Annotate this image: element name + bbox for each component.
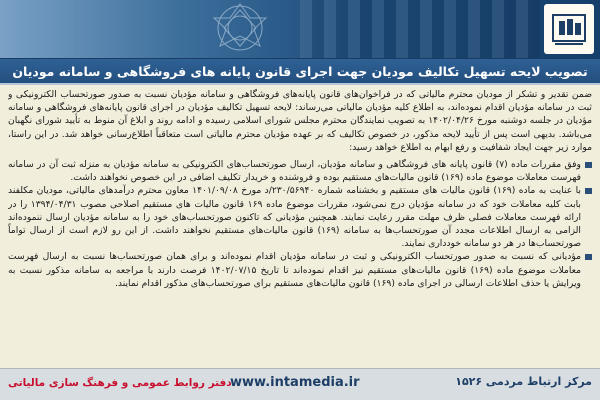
website-link[interactable]: www.intamedia.ir <box>230 375 360 390</box>
footer <box>0 368 600 400</box>
intro-paragraph: ضمن تقدیر و تشکر از مودیان محترم مالیاتی که در فراخوان‌های قانون پایانه‌های فروشگاهی و سامانه مؤدیان نسبت به صدور صورتحساب الکترونیکی و ثبت در سامانه مؤدیان اقدام نموده‌اند، به اطلاع کلیه مؤدیان مالیاتی می‌رساند: لایحه تسهیل تکالیف مؤدیان در اجرای قانون پایانه‌های فروشگاهی و سامانه مؤدیان در جلسه دوشنبه مورخ ۱۴۰۲/۰۴/۲۶ به تصویب نمایندگان محترم مجلس شورای اسلامی رسیده و ادامه روند و ابلاغ آن منوط به تأیید شورای نگهبان می‌باشد. بدیهی است پس از تأیید لایحه مذکور، در خصوص تکالیف که بر عهده مؤدیان محترم مالیاتی است متعاقباً اطلاع‌رسانی خواهد شد. در این راستا، موارد زیر جهت ایجاد شفافیت و رفع ابهام به اطلاع خواهد رسید: <box>8 89 592 153</box>
list-item <box>8 184 592 250</box>
list-item-text: با عنایت به ماده (۱۶۹) قانون مالیات های مستقیم و بخشنامه شماره ۲۳۰/۵۶۹۴۰/د مورخ ۱۴۰۱/۰۹/۰۸ معاون محترم درآمدهای مالیاتی، مودیان مکلفند بابت کلیه معاملات خود که در سامانه مؤدیان درج نمی‌شود، مقررات موضوع ماده ۱۶۹ قانون مالیات های مستقیم اصلاحی مصوب ۱۳۹۴/۰۴/۳۱ را در ارائه فهرست معاملات فصلی ظرف مهلت مقرر رعایت نمایند. همچنین مؤدیانی که تاکنون صورتحساب‌های خود را به سامانه مؤدیان ارسال ننموده‌اند الزامی به ارسال اطلاعات مجدد آن صورتحساب‌ها به سامانه (۱۶۹) قانون مالیات‌های مستقیم نخواهند داشت. از این رو لازم است از ارسال تواماً صورتحساب‌ها در هر دو سامانه خودداری نمایند. <box>8 185 581 250</box>
square-bullet-icon <box>585 188 592 194</box>
list-item-text: مؤدیانی که نسبت به صدور صورتحساب الکترونیکی و ثبت در سامانه مؤدیان اقدام نموده‌اند و برای همان صورتحساب‌ها نسبت به ارسال فهرست معاملات موضوع ماده (۱۶۹) قانون مالیات‌های مستقیم نیز اقدام نموده‌اند تا تاریخ ۱۴۰۲/۰۷/۱۵ فرصت دارند با مراجعه به سامانه مذکور نسبت به ویرایش یا حذف اطلاعات ارسالی در اجرای ماده (۱۶۹) قانون مالیات‌های مستقیم برای صورتحساب‌های مذکور اقدام نمایند. <box>8 251 581 289</box>
tax-organization-logo-icon <box>544 4 594 54</box>
square-bullet-icon <box>585 254 592 260</box>
announcement-body <box>8 88 592 366</box>
footer-department: دفتر روابط عمومی و فرهنگ سازی مالیاتی <box>8 377 232 389</box>
square-bullet-icon <box>585 162 592 168</box>
title-bar <box>0 58 600 85</box>
list-item <box>8 158 592 184</box>
header-building-photo <box>300 0 540 58</box>
header-banner <box>0 0 600 58</box>
islamic-star-ornament-icon <box>170 0 310 58</box>
list-item <box>8 250 592 290</box>
contact-center: مرکز ارتباط مردمی ۱۵۲۶ <box>455 375 592 388</box>
page-title: تصویب لایحه تسهیل تکالیف مودیان جهت اجرای قانون پایانه های فروشگاهی و سامانه مودیان <box>12 63 588 79</box>
list-item-text: وفق مقررات ماده (۷) قانون پایانه های فروشگاهی و سامانه مؤدیان، ارسال صورتحساب‌های الکترونیکی به سامانه مؤدیان به منزله ثبت آن در سامانه فهرست معاملات موضوع ماده (۱۶۹) قانون مالیات‌های مستقیم بوده و فروشنده و خریدار تکلیف اضافی در این خصوص نخواهند داشت. <box>8 159 581 184</box>
